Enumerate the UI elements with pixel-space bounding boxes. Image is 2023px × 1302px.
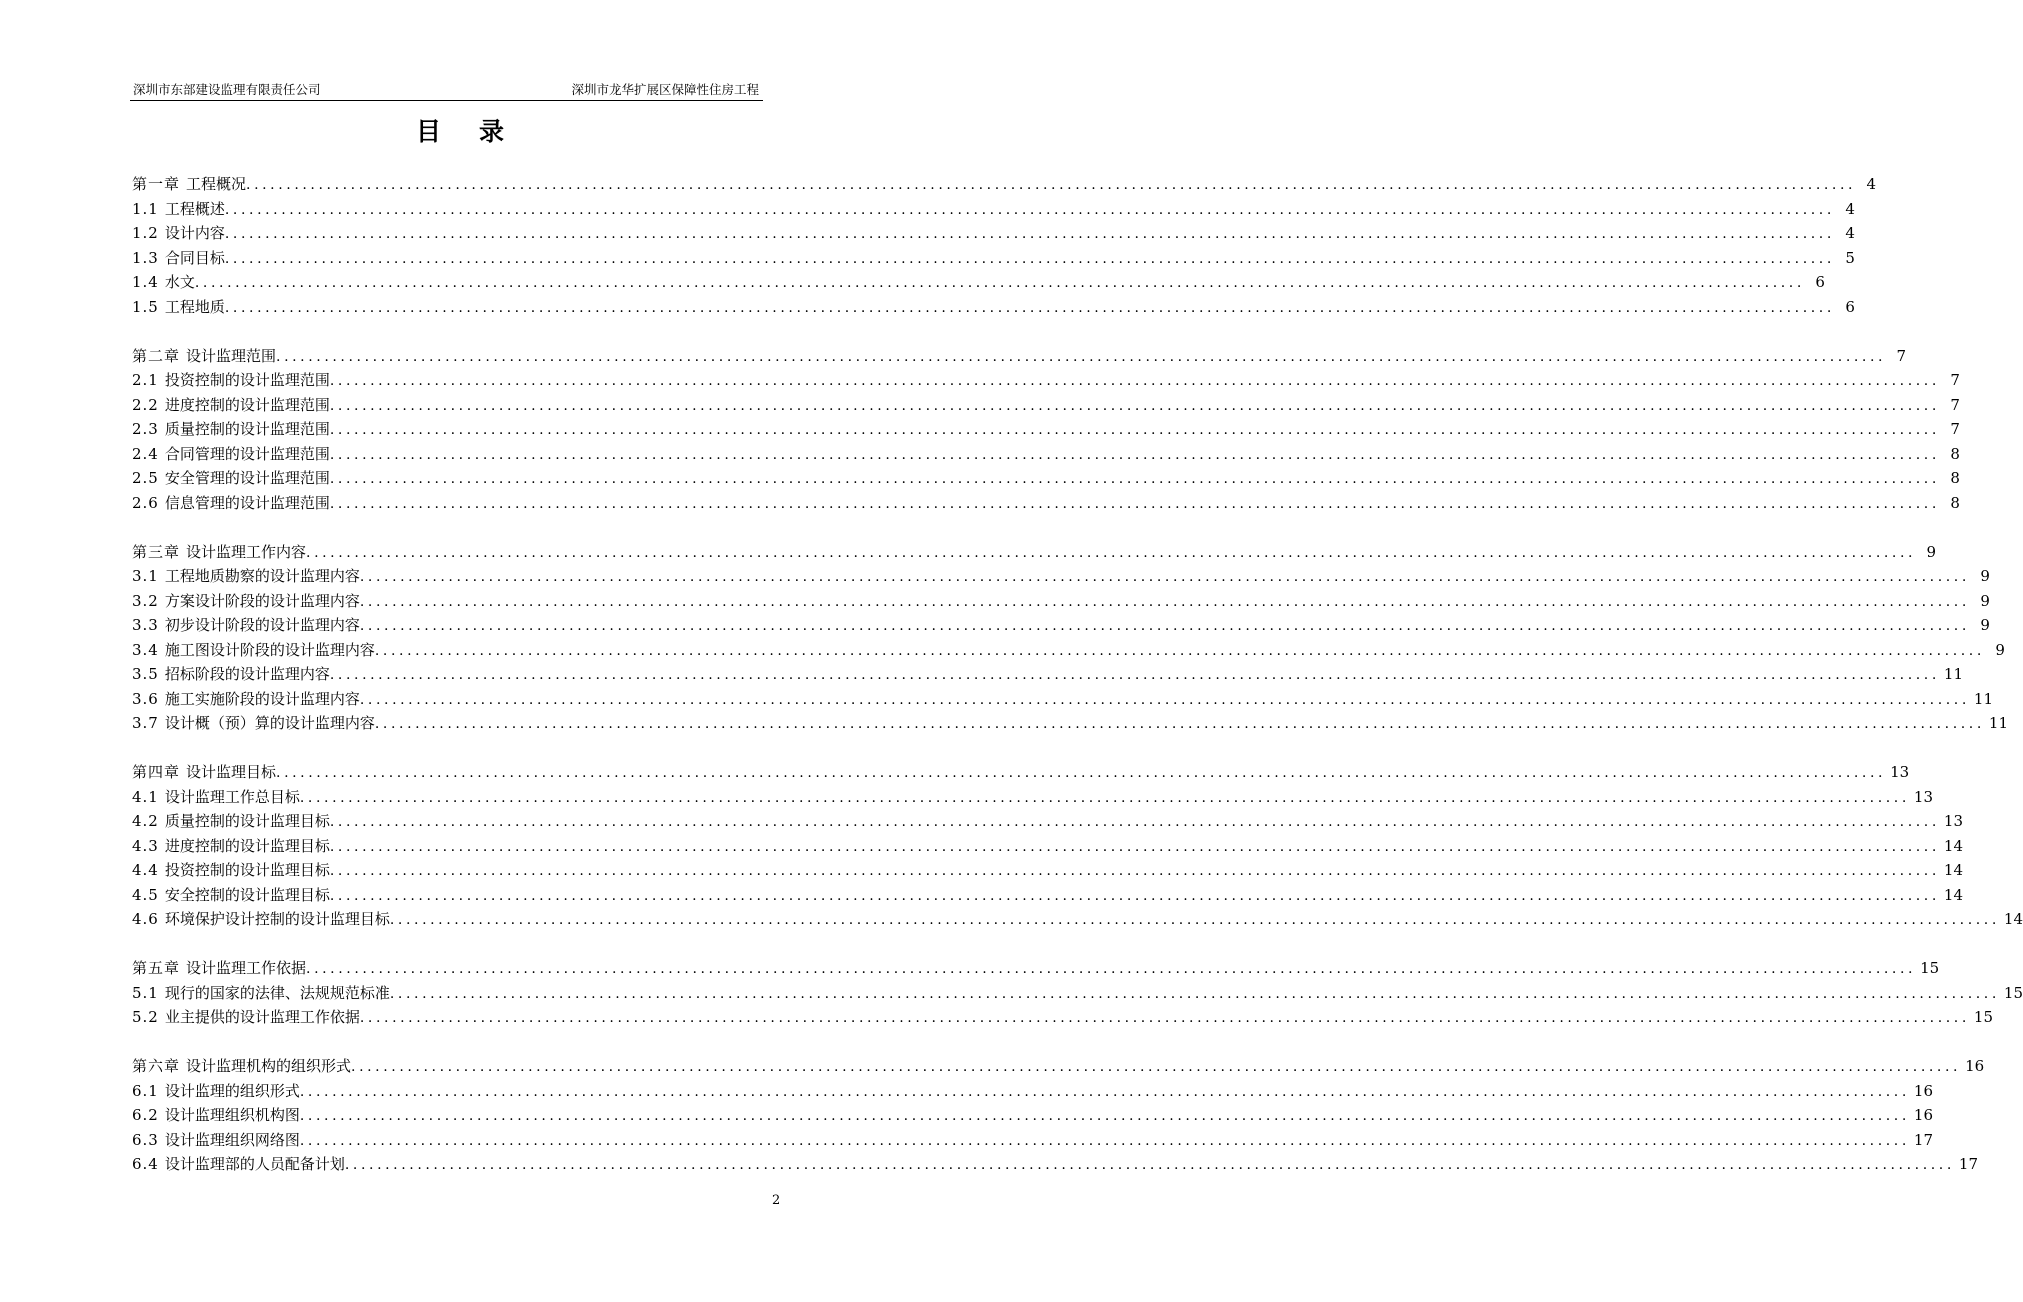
toc-entry-label (132, 1005, 360, 1030)
toc-leader-dots: ........................................................................................................................................................................................................ (389, 985, 2000, 1002)
toc-entry-page: 15 (1973, 1008, 1994, 1026)
toc-section-entry[interactable] (132, 295, 1855, 320)
toc-entry-page: 14 (2003, 910, 2023, 928)
toc-section-entry[interactable] (132, 270, 1825, 295)
toc-entry-text: 设计内容 (164, 224, 225, 242)
toc-chapter-entry[interactable] (132, 540, 1937, 565)
toc-leader-dots: ........................................................................................................................................................................................................ (224, 201, 1835, 218)
toc-chapter-group (132, 1054, 1985, 1177)
toc-entry-page: 4 (1845, 199, 1855, 218)
toc-leader-dots: ........................................................................................................................................................................................................ (359, 593, 1970, 610)
toc-chapter-entry[interactable] (132, 956, 1940, 981)
toc-entry-text: 质量控制的设计监理目标 (164, 812, 330, 830)
toc-entry-label (132, 368, 330, 393)
toc-section-entry[interactable] (132, 417, 1960, 442)
toc-entry-page: 4 (1845, 224, 1855, 242)
toc-entry-label (132, 540, 306, 565)
toc-leader-dots: ........................................................................................................................................................................................................ (276, 348, 1887, 365)
toc-entry-page: 6 (1845, 297, 1855, 316)
toc-entry-page: 7 (1950, 395, 1960, 414)
toc-entry-label (132, 858, 330, 883)
toc-entry-page: 8 (1950, 469, 1960, 487)
toc-entry-number: 1.3 (132, 248, 159, 267)
toc-leader-dots: ........................................................................................................................................................................................................ (389, 912, 2000, 928)
toc-entry-number: 1.5 (132, 297, 159, 316)
toc-entry-label (132, 589, 360, 614)
toc-entry-text: 投资控制的设计监理目标 (164, 861, 330, 879)
toc-section-entry[interactable] (132, 393, 1960, 418)
toc-entry-page: 8 (1950, 444, 1960, 463)
toc-leader-dots: ........................................................................................................................................................................................................ (351, 1059, 1962, 1075)
table-of-contents (132, 172, 2023, 1201)
toc-chapter-group (132, 344, 1960, 516)
toc-entry-label (132, 442, 330, 467)
toc-entry-number: 1.2 (132, 224, 159, 242)
toc-entry-page: 9 (1995, 640, 2005, 659)
toc-entry-text: 工程概述 (164, 199, 225, 218)
toc-entry-text: 工程地质 (164, 297, 225, 316)
toc-entry-page: 7 (1950, 420, 1960, 438)
toc-entry-label (132, 956, 306, 981)
toc-entry-page: 15 (2003, 983, 2023, 1002)
toc-entry-page: 9 (1980, 591, 1990, 610)
toc-leader-dots: ........................................................................................................................................................................................................ (299, 1108, 1910, 1124)
toc-entry-page: 13 (1943, 812, 1964, 830)
toc-entry-number: 第五章 (132, 959, 181, 977)
toc-leader-dots: ........................................................................................................................................................................................................ (299, 789, 1910, 806)
toc-section-entry[interactable] (132, 564, 1990, 589)
toc-chapter-entry[interactable] (132, 760, 1910, 785)
toc-entry-number: 1.1 (132, 199, 159, 218)
toc-section-entry[interactable] (132, 785, 1934, 810)
toc-entry-page: 13 (1913, 787, 1934, 806)
toc-entry-page: 14 (1943, 836, 1964, 855)
toc-entry-page: 16 (1913, 1081, 1934, 1100)
toc-entry-number: 5.1 (132, 983, 159, 1002)
toc-entry-text: 进度控制的设计监理目标 (164, 836, 330, 855)
toc-entry-text: 合同管理的设计监理范围 (164, 444, 330, 463)
toc-entry-number: 4.6 (132, 910, 159, 928)
toc-section-entry[interactable] (132, 834, 1964, 859)
toc-entry-number: 4.2 (132, 812, 159, 830)
toc-leader-dots: ........................................................................................................................................................................................................ (194, 275, 1805, 291)
toc-section-entry[interactable] (132, 1079, 1934, 1104)
toc-entry-text: 环境保护设计控制的设计监理目标 (164, 910, 390, 928)
toc-entry-text: 设计监理工作总目标 (164, 787, 300, 806)
toc-entry-number: 6.4 (132, 1155, 159, 1173)
toc-leader-dots: ........................................................................................................................................................................................................ (359, 691, 1970, 708)
toc-entry-label (132, 834, 330, 859)
toc-entry-page: 4 (1866, 175, 1877, 193)
toc-entry-label (132, 613, 360, 638)
toc-section-entry[interactable] (132, 589, 1990, 614)
toc-entry-page: 14 (1943, 885, 1964, 904)
toc-leader-dots: ........................................................................................................................................................................................................ (374, 716, 1985, 732)
toc-entry-text: 设计监理的组织形式 (164, 1081, 300, 1100)
toc-entry-page: 9 (1980, 616, 1990, 634)
toc-section-entry[interactable] (132, 809, 1964, 834)
toc-entry-page: 16 (1913, 1106, 1934, 1124)
toc-chapter-group (132, 760, 2023, 932)
toc-entry-number: 6.2 (132, 1106, 159, 1124)
header-company: 深圳市东部建设监理有限责任公司 (133, 82, 321, 97)
toc-entry-label (132, 760, 276, 785)
toc-entry-number: 3.4 (132, 640, 159, 659)
toc-leader-dots: ........................................................................................................................................................................................................ (306, 961, 1917, 977)
toc-entry-text: 设计监理组织网络图 (164, 1130, 300, 1149)
toc-entry-text: 质量控制的设计监理范围 (164, 420, 330, 438)
toc-entry-text: 施工图设计阶段的设计监理内容 (164, 640, 375, 659)
toc-section-entry[interactable] (132, 613, 1990, 638)
toc-chapter-group (132, 540, 2009, 736)
toc-section-entry[interactable] (132, 638, 2005, 663)
toc-entry-label (132, 1103, 300, 1128)
toc-entry-number: 1.4 (132, 273, 159, 291)
toc-entry-text: 进度控制的设计监理范围 (164, 395, 330, 414)
toc-leader-dots: ........................................................................................................................................................................................................ (299, 1132, 1910, 1149)
toc-leader-dots: ........................................................................................................................................................................................................ (329, 838, 1940, 855)
toc-entry-number: 2.4 (132, 444, 159, 463)
toc-entry-page: 14 (1943, 861, 1964, 879)
toc-entry-text: 设计监理工作内容 (186, 542, 307, 561)
toc-entry-number: 6.1 (132, 1081, 159, 1100)
toc-leader-dots: ........................................................................................................................................................................................................ (374, 642, 1985, 659)
page-header (130, 78, 763, 101)
toc-entry-number: 6.3 (132, 1130, 159, 1149)
toc-section-entry[interactable] (132, 466, 1960, 491)
toc-entry-text: 合同目标 (164, 248, 225, 267)
toc-section-entry[interactable] (132, 907, 2023, 932)
toc-chapter-group (132, 172, 1877, 319)
toc-entry-label (132, 883, 330, 908)
toc-entry-text: 工程地质勘察的设计监理内容 (164, 567, 360, 585)
toc-entry-number: 第四章 (132, 763, 181, 781)
toc-chapter-entry[interactable] (132, 172, 1877, 197)
toc-entry-page: 13 (1890, 763, 1910, 781)
toc-leader-dots: ........................................................................................................................................................................................................ (224, 299, 1835, 316)
toc-entry-text: 设计监理工作依据 (186, 959, 307, 977)
toc-entry-text: 设计概（预）算的设计监理内容 (164, 714, 375, 732)
toc-section-entry[interactable] (132, 883, 1964, 908)
toc-entry-label (132, 197, 225, 222)
toc-entry-page: 11 (1973, 689, 1994, 708)
toc-section-entry[interactable] (132, 1128, 1934, 1153)
toc-entry-page: 5 (1845, 248, 1855, 267)
toc-leader-dots: ........................................................................................................................................................................................................ (329, 422, 1940, 438)
toc-entry-text: 初步设计阶段的设计监理内容 (164, 616, 360, 634)
toc-entry-text: 设计监理组织机构图 (164, 1106, 300, 1124)
toc-entry-label (132, 393, 330, 418)
toc-entry-number: 2.1 (132, 371, 159, 389)
toc-section-entry[interactable] (132, 1005, 1994, 1030)
toc-entry-text: 水文 (164, 273, 195, 291)
toc-title: 目录 (415, 117, 542, 146)
page-number: 2 (772, 1193, 781, 1208)
toc-section-entry[interactable] (132, 858, 1964, 883)
toc-leader-dots: ........................................................................................................................................................................................................ (329, 887, 1940, 904)
toc-entry-label (132, 221, 225, 246)
toc-entry-label (132, 491, 330, 516)
toc-section-entry[interactable] (132, 368, 1960, 393)
toc-leader-dots: ........................................................................................................................................................................................................ (344, 1157, 1955, 1173)
toc-entry-number: 3.5 (132, 665, 159, 683)
toc-entry-page: 17 (1958, 1155, 1979, 1173)
toc-entry-page: 9 (1980, 567, 1990, 585)
toc-entry-number: 4.3 (132, 836, 159, 855)
toc-entry-page: 17 (1913, 1130, 1934, 1149)
toc-section-entry[interactable] (132, 981, 2023, 1006)
toc-entry-number: 5.2 (132, 1008, 159, 1026)
toc-entry-label (132, 466, 330, 491)
toc-section-entry[interactable] (132, 687, 1994, 712)
toc-section-entry[interactable] (132, 1103, 1934, 1128)
toc-entry-number: 3.1 (132, 567, 159, 585)
toc-entry-label (132, 809, 330, 834)
toc-entry-label (132, 1128, 300, 1153)
toc-entry-number: 3.6 (132, 689, 159, 708)
toc-section-entry[interactable] (132, 491, 1960, 516)
toc-entry-number: 第二章 (132, 346, 181, 365)
toc-leader-dots: ........................................................................................................................................................................................................ (329, 397, 1940, 414)
toc-entry-number: 4.1 (132, 787, 159, 806)
toc-entry-label (132, 1152, 345, 1177)
toc-leader-dots: ........................................................................................................................................................................................................ (359, 618, 1970, 634)
toc-section-entry[interactable] (132, 221, 1855, 246)
toc-entry-page: 7 (1950, 371, 1960, 389)
toc-leader-dots: ........................................................................................................................................................................................................ (329, 471, 1940, 487)
toc-entry-text: 安全管理的设计监理范围 (164, 469, 330, 487)
toc-entry-text: 工程概况 (186, 175, 247, 193)
toc-chapter-entry[interactable] (132, 1054, 1985, 1079)
toc-entry-number: 3.2 (132, 591, 159, 610)
toc-entry-text: 设计监理部的人员配备计划 (164, 1155, 345, 1173)
toc-entry-page: 8 (1950, 493, 1960, 512)
toc-leader-dots: ........................................................................................................................................................................................................ (224, 226, 1835, 242)
toc-leader-dots: ........................................................................................................................................................................................................ (306, 544, 1917, 561)
toc-entry-page: 6 (1815, 273, 1825, 291)
toc-section-entry[interactable] (132, 1152, 1979, 1177)
toc-entry-label (132, 295, 225, 320)
toc-entry-page: 11 (1988, 714, 2009, 732)
toc-leader-dots: ........................................................................................................................................................................................................ (246, 177, 1857, 193)
toc-entry-number: 2.2 (132, 395, 159, 414)
toc-entry-number: 4.4 (132, 861, 159, 879)
toc-entry-text: 投资控制的设计监理范围 (164, 371, 330, 389)
toc-entry-page: 11 (1943, 665, 1964, 683)
toc-entry-label (132, 1054, 351, 1079)
toc-entry-label (132, 638, 375, 663)
toc-leader-dots: ........................................................................................................................................................................................................ (329, 667, 1940, 683)
toc-entry-page: 16 (1965, 1057, 1985, 1075)
toc-entry-number: 2.3 (132, 420, 159, 438)
toc-chapter-group (132, 956, 2023, 1030)
toc-section-entry[interactable] (132, 246, 1855, 271)
toc-leader-dots: ........................................................................................................................................................................................................ (329, 446, 1940, 463)
toc-entry-label (132, 270, 195, 295)
toc-leader-dots: ........................................................................................................................................................................................................ (329, 373, 1940, 389)
toc-entry-page: 7 (1896, 346, 1907, 365)
toc-entry-label (132, 711, 375, 736)
toc-leader-dots: ........................................................................................................................................................................................................ (224, 250, 1835, 267)
toc-entry-text: 招标阶段的设计监理内容 (164, 665, 330, 683)
toc-leader-dots: ........................................................................................................................................................................................................ (359, 569, 1970, 585)
toc-section-entry[interactable] (132, 197, 1855, 222)
toc-entry-text: 设计监理机构的组织形式 (186, 1057, 352, 1075)
toc-entry-number: 2.5 (132, 469, 159, 487)
toc-leader-dots: ........................................................................................................................................................................................................ (359, 1010, 1970, 1026)
toc-section-entry[interactable] (132, 711, 2009, 736)
toc-section-entry[interactable] (132, 442, 1960, 467)
toc-entry-text: 设计监理范围 (186, 346, 277, 365)
toc-entry-number: 3.7 (132, 714, 159, 732)
toc-entry-text: 方案设计阶段的设计监理内容 (164, 591, 360, 610)
toc-leader-dots: ........................................................................................................................................................................................................ (299, 1083, 1910, 1100)
toc-entry-label (132, 907, 390, 932)
toc-entry-text: 现行的国家的法律、法规规范标准 (164, 983, 390, 1002)
toc-entry-label (132, 564, 360, 589)
toc-entry-label (132, 246, 225, 271)
toc-chapter-entry[interactable] (132, 344, 1907, 369)
toc-entry-text: 设计监理目标 (186, 763, 277, 781)
toc-entry-number: 2.6 (132, 493, 159, 512)
toc-entry-number: 3.3 (132, 616, 159, 634)
toc-leader-dots: ........................................................................................................................................................................................................ (276, 765, 1887, 781)
toc-entry-number: 4.5 (132, 885, 159, 904)
toc-entry-label (132, 662, 330, 687)
toc-entry-label (132, 785, 300, 810)
toc-leader-dots: ........................................................................................................................................................................................................ (329, 814, 1940, 830)
toc-entry-label (132, 687, 360, 712)
toc-entry-number: 第一章 (132, 175, 181, 193)
toc-leader-dots: ........................................................................................................................................................................................................ (329, 495, 1940, 512)
toc-entry-text: 业主提供的设计监理工作依据 (164, 1008, 360, 1026)
toc-entry-label (132, 981, 390, 1006)
toc-entry-label (132, 417, 330, 442)
toc-entry-number: 第三章 (132, 542, 181, 561)
toc-entry-text: 安全控制的设计监理目标 (164, 885, 330, 904)
toc-entry-page: 15 (1920, 959, 1940, 977)
toc-entry-label (132, 1079, 300, 1104)
toc-section-entry[interactable] (132, 662, 1964, 687)
toc-entry-label (132, 344, 276, 369)
toc-entry-page: 9 (1926, 542, 1937, 561)
header-project: 深圳市龙华扩展区保障性住房工程 (571, 82, 759, 97)
toc-entry-label (132, 172, 246, 197)
toc-entry-text: 信息管理的设计监理范围 (164, 493, 330, 512)
toc-leader-dots: ........................................................................................................................................................................................................ (329, 863, 1940, 879)
toc-entry-text: 施工实施阶段的设计监理内容 (164, 689, 360, 708)
toc-entry-number: 第六章 (132, 1057, 181, 1075)
